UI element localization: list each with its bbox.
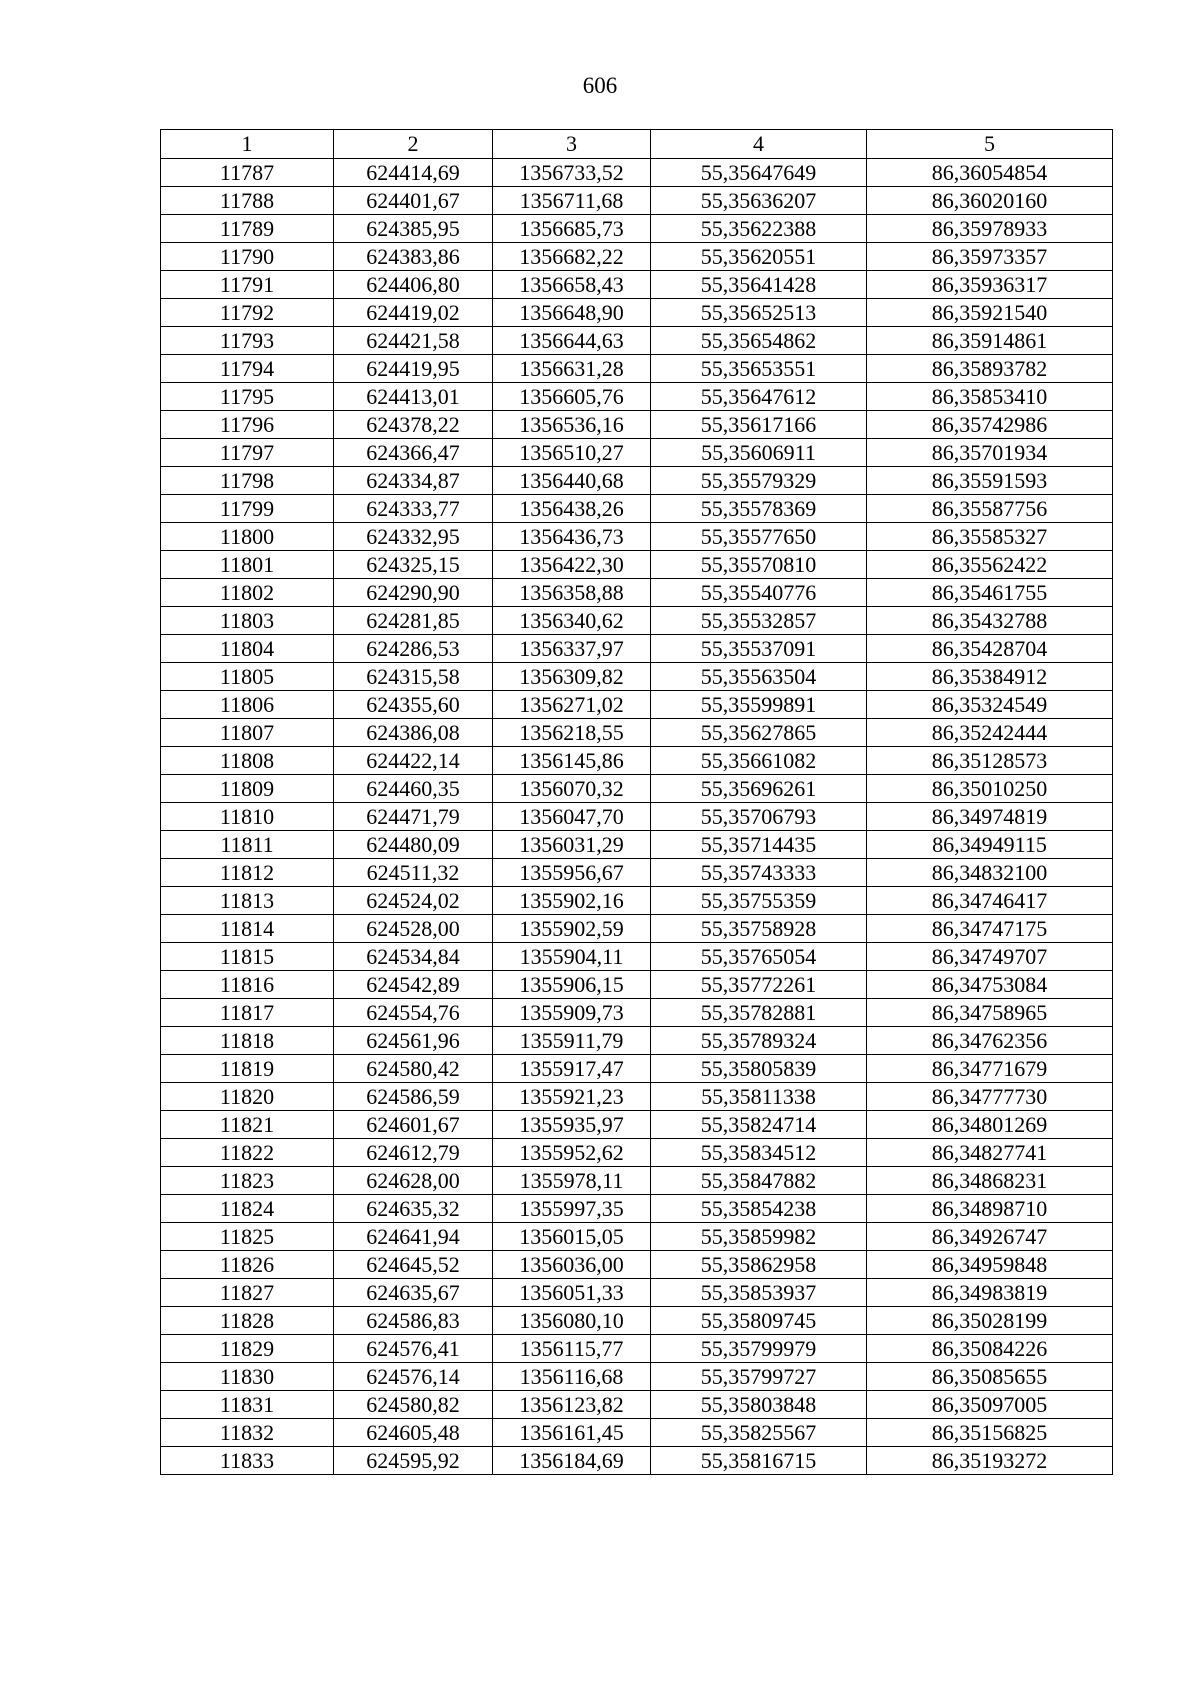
x-coordinate-cell: 624641,94 — [334, 1223, 493, 1251]
longitude-cell: 86,35010250 — [867, 775, 1113, 803]
y-coordinate-cell: 1356510,27 — [493, 439, 651, 467]
latitude-cell: 55,35647612 — [651, 383, 867, 411]
table-row — [161, 1251, 1113, 1279]
y-coordinate-cell: 1356340,62 — [493, 607, 651, 635]
table-row — [161, 467, 1113, 495]
latitude-cell: 55,35825567 — [651, 1419, 867, 1447]
latitude-cell: 55,35606911 — [651, 439, 867, 467]
x-coordinate-cell: 624290,90 — [334, 579, 493, 607]
longitude-cell: 86,34827741 — [867, 1139, 1113, 1167]
x-coordinate-cell: 624524,02 — [334, 887, 493, 915]
table-row — [161, 803, 1113, 831]
x-coordinate-cell: 624281,85 — [334, 607, 493, 635]
y-coordinate-cell: 1355911,79 — [493, 1027, 651, 1055]
point-number-cell: 11827 — [161, 1279, 334, 1307]
point-number-cell: 11817 — [161, 999, 334, 1027]
point-number-cell: 11829 — [161, 1335, 334, 1363]
point-number-cell: 11799 — [161, 495, 334, 523]
point-number-cell: 11804 — [161, 635, 334, 663]
longitude-cell: 86,34771679 — [867, 1055, 1113, 1083]
point-number-cell: 11800 — [161, 523, 334, 551]
table-row — [161, 1139, 1113, 1167]
x-coordinate-cell: 624586,83 — [334, 1307, 493, 1335]
table-row — [161, 1391, 1113, 1419]
x-coordinate-cell: 624366,47 — [334, 439, 493, 467]
longitude-cell: 86,34758965 — [867, 999, 1113, 1027]
latitude-cell: 55,35758928 — [651, 915, 867, 943]
point-number-cell: 11791 — [161, 271, 334, 299]
longitude-cell: 86,34983819 — [867, 1279, 1113, 1307]
longitude-cell: 86,34949115 — [867, 831, 1113, 859]
table-row — [161, 999, 1113, 1027]
longitude-cell: 86,35973357 — [867, 243, 1113, 271]
table-row — [161, 383, 1113, 411]
x-coordinate-cell: 624576,14 — [334, 1363, 493, 1391]
x-coordinate-cell: 624413,01 — [334, 383, 493, 411]
table-row — [161, 1167, 1113, 1195]
latitude-cell: 55,35834512 — [651, 1139, 867, 1167]
x-coordinate-cell: 624315,58 — [334, 663, 493, 691]
y-coordinate-cell: 1355917,47 — [493, 1055, 651, 1083]
x-coordinate-cell: 624401,67 — [334, 187, 493, 215]
latitude-cell: 55,35743333 — [651, 859, 867, 887]
y-coordinate-cell: 1356080,10 — [493, 1307, 651, 1335]
y-coordinate-cell: 1356116,68 — [493, 1363, 651, 1391]
latitude-cell: 55,35641428 — [651, 271, 867, 299]
longitude-cell: 86,34926747 — [867, 1223, 1113, 1251]
latitude-cell: 55,35636207 — [651, 187, 867, 215]
point-number-cell: 11813 — [161, 887, 334, 915]
y-coordinate-cell: 1356440,68 — [493, 467, 651, 495]
latitude-cell: 55,35862958 — [651, 1251, 867, 1279]
longitude-cell: 86,35562422 — [867, 551, 1113, 579]
table-row — [161, 943, 1113, 971]
table-row — [161, 1447, 1113, 1475]
longitude-cell: 86,35432788 — [867, 607, 1113, 635]
x-coordinate-cell: 624480,09 — [334, 831, 493, 859]
point-number-cell: 11825 — [161, 1223, 334, 1251]
page-number: 606 — [582, 73, 618, 98]
column-header-4: 4 — [651, 130, 867, 159]
longitude-cell: 86,35591593 — [867, 467, 1113, 495]
latitude-cell: 55,35696261 — [651, 775, 867, 803]
x-coordinate-cell: 624385,95 — [334, 215, 493, 243]
table-row — [161, 1083, 1113, 1111]
longitude-cell: 86,35921540 — [867, 299, 1113, 327]
point-number-cell: 11823 — [161, 1167, 334, 1195]
y-coordinate-cell: 1355997,35 — [493, 1195, 651, 1223]
x-coordinate-cell: 624534,84 — [334, 943, 493, 971]
longitude-cell: 86,35893782 — [867, 355, 1113, 383]
table-row — [161, 1111, 1113, 1139]
latitude-cell: 55,35622388 — [651, 215, 867, 243]
y-coordinate-cell: 1356605,76 — [493, 383, 651, 411]
table-row — [161, 439, 1113, 467]
longitude-cell: 86,35324549 — [867, 691, 1113, 719]
longitude-cell: 86,34762356 — [867, 1027, 1113, 1055]
point-number-cell: 11796 — [161, 411, 334, 439]
column-header-2: 2 — [334, 130, 493, 159]
point-number-cell: 11793 — [161, 327, 334, 355]
column-header-3: 3 — [493, 130, 651, 159]
y-coordinate-cell: 1356031,29 — [493, 831, 651, 859]
table-row — [161, 355, 1113, 383]
y-coordinate-cell: 1356115,77 — [493, 1335, 651, 1363]
longitude-cell: 86,35156825 — [867, 1419, 1113, 1447]
longitude-cell: 86,35097005 — [867, 1391, 1113, 1419]
point-number-cell: 11822 — [161, 1139, 334, 1167]
point-number-cell: 11803 — [161, 607, 334, 635]
y-coordinate-cell: 1355952,62 — [493, 1139, 651, 1167]
table-row — [161, 215, 1113, 243]
table-row — [161, 635, 1113, 663]
y-coordinate-cell: 1356682,22 — [493, 243, 651, 271]
y-coordinate-cell: 1355978,11 — [493, 1167, 651, 1195]
x-coordinate-cell: 624635,67 — [334, 1279, 493, 1307]
x-coordinate-cell: 624595,92 — [334, 1447, 493, 1475]
table-row — [161, 859, 1113, 887]
latitude-cell: 55,35579329 — [651, 467, 867, 495]
y-coordinate-cell: 1356036,00 — [493, 1251, 651, 1279]
x-coordinate-cell: 624635,32 — [334, 1195, 493, 1223]
table-row — [161, 775, 1113, 803]
x-coordinate-cell: 624645,52 — [334, 1251, 493, 1279]
y-coordinate-cell: 1355902,16 — [493, 887, 651, 915]
table-row — [161, 551, 1113, 579]
table-row — [161, 1055, 1113, 1083]
point-number-cell: 11814 — [161, 915, 334, 943]
x-coordinate-cell: 624406,80 — [334, 271, 493, 299]
longitude-cell: 86,34747175 — [867, 915, 1113, 943]
y-coordinate-cell: 1356658,43 — [493, 271, 651, 299]
x-coordinate-cell: 624332,95 — [334, 523, 493, 551]
point-number-cell: 11806 — [161, 691, 334, 719]
table-row — [161, 299, 1113, 327]
longitude-cell: 86,35936317 — [867, 271, 1113, 299]
longitude-cell: 86,35978933 — [867, 215, 1113, 243]
table-row — [161, 271, 1113, 299]
point-number-cell: 11820 — [161, 1083, 334, 1111]
latitude-cell: 55,35706793 — [651, 803, 867, 831]
table-body — [161, 159, 1113, 1475]
y-coordinate-cell: 1356711,68 — [493, 187, 651, 215]
point-number-cell: 11816 — [161, 971, 334, 999]
point-number-cell: 11787 — [161, 159, 334, 187]
y-coordinate-cell: 1356685,73 — [493, 215, 651, 243]
point-number-cell: 11831 — [161, 1391, 334, 1419]
point-number-cell: 11807 — [161, 719, 334, 747]
latitude-cell: 55,35540776 — [651, 579, 867, 607]
x-coordinate-cell: 624422,14 — [334, 747, 493, 775]
latitude-cell: 55,35859982 — [651, 1223, 867, 1251]
point-number-cell: 11830 — [161, 1363, 334, 1391]
point-number-cell: 11809 — [161, 775, 334, 803]
table-row — [161, 1419, 1113, 1447]
point-number-cell: 11828 — [161, 1307, 334, 1335]
y-coordinate-cell: 1356184,69 — [493, 1447, 651, 1475]
latitude-cell: 55,35577650 — [651, 523, 867, 551]
point-number-cell: 11818 — [161, 1027, 334, 1055]
x-coordinate-cell: 624576,41 — [334, 1335, 493, 1363]
table-row — [161, 915, 1113, 943]
point-number-cell: 11815 — [161, 943, 334, 971]
longitude-cell: 86,35587756 — [867, 495, 1113, 523]
x-coordinate-cell: 624460,35 — [334, 775, 493, 803]
longitude-cell: 86,35461755 — [867, 579, 1113, 607]
y-coordinate-cell: 1356218,55 — [493, 719, 651, 747]
latitude-cell: 55,35847882 — [651, 1167, 867, 1195]
table-row — [161, 495, 1113, 523]
x-coordinate-cell: 624580,82 — [334, 1391, 493, 1419]
y-coordinate-cell: 1356161,45 — [493, 1419, 651, 1447]
table-row — [161, 187, 1113, 215]
latitude-cell: 55,35816715 — [651, 1447, 867, 1475]
column-header-1: 1 — [161, 130, 334, 159]
longitude-cell: 86,34898710 — [867, 1195, 1113, 1223]
x-coordinate-cell: 624383,86 — [334, 243, 493, 271]
point-number-cell: 11826 — [161, 1251, 334, 1279]
point-number-cell: 11795 — [161, 383, 334, 411]
table-row — [161, 1279, 1113, 1307]
x-coordinate-cell: 624628,00 — [334, 1167, 493, 1195]
longitude-cell: 86,35242444 — [867, 719, 1113, 747]
point-number-cell: 11821 — [161, 1111, 334, 1139]
longitude-cell: 86,34832100 — [867, 859, 1113, 887]
longitude-cell: 86,35742986 — [867, 411, 1113, 439]
x-coordinate-cell: 624511,32 — [334, 859, 493, 887]
point-number-cell: 11805 — [161, 663, 334, 691]
y-coordinate-cell: 1356358,88 — [493, 579, 651, 607]
y-coordinate-cell: 1356145,86 — [493, 747, 651, 775]
x-coordinate-cell: 624355,60 — [334, 691, 493, 719]
point-number-cell: 11798 — [161, 467, 334, 495]
x-coordinate-cell: 624419,02 — [334, 299, 493, 327]
table-row — [161, 663, 1113, 691]
longitude-cell: 86,35085655 — [867, 1363, 1113, 1391]
latitude-cell: 55,35799727 — [651, 1363, 867, 1391]
longitude-cell: 86,34801269 — [867, 1111, 1113, 1139]
longitude-cell: 86,36054854 — [867, 159, 1113, 187]
latitude-cell: 55,35654862 — [651, 327, 867, 355]
x-coordinate-cell: 624612,79 — [334, 1139, 493, 1167]
table-row — [161, 1223, 1113, 1251]
point-number-cell: 11832 — [161, 1419, 334, 1447]
x-coordinate-cell: 624286,53 — [334, 635, 493, 663]
point-number-cell: 11810 — [161, 803, 334, 831]
latitude-cell: 55,35661082 — [651, 747, 867, 775]
y-coordinate-cell: 1356309,82 — [493, 663, 651, 691]
x-coordinate-cell: 624586,59 — [334, 1083, 493, 1111]
y-coordinate-cell: 1356438,26 — [493, 495, 651, 523]
latitude-cell: 55,35755359 — [651, 887, 867, 915]
y-coordinate-cell: 1356070,32 — [493, 775, 651, 803]
y-coordinate-cell: 1355935,97 — [493, 1111, 651, 1139]
longitude-cell: 86,35384912 — [867, 663, 1113, 691]
y-coordinate-cell: 1356436,73 — [493, 523, 651, 551]
table-row — [161, 523, 1113, 551]
x-coordinate-cell: 624414,69 — [334, 159, 493, 187]
table-row — [161, 887, 1113, 915]
table-row — [161, 1307, 1113, 1335]
latitude-cell: 55,35854238 — [651, 1195, 867, 1223]
y-coordinate-cell: 1355921,23 — [493, 1083, 651, 1111]
latitude-cell: 55,35599891 — [651, 691, 867, 719]
point-number-cell: 11824 — [161, 1195, 334, 1223]
x-coordinate-cell: 624334,87 — [334, 467, 493, 495]
y-coordinate-cell: 1356536,16 — [493, 411, 651, 439]
column-header-5: 5 — [867, 130, 1113, 159]
y-coordinate-cell: 1356422,30 — [493, 551, 651, 579]
y-coordinate-cell: 1356644,63 — [493, 327, 651, 355]
x-coordinate-cell: 624601,67 — [334, 1111, 493, 1139]
x-coordinate-cell: 624528,00 — [334, 915, 493, 943]
table-row — [161, 1335, 1113, 1363]
y-coordinate-cell: 1356733,52 — [493, 159, 651, 187]
y-coordinate-cell: 1355956,67 — [493, 859, 651, 887]
latitude-cell: 55,35782881 — [651, 999, 867, 1027]
longitude-cell: 86,35193272 — [867, 1447, 1113, 1475]
longitude-cell: 86,34959848 — [867, 1251, 1113, 1279]
y-coordinate-cell: 1356123,82 — [493, 1391, 651, 1419]
point-number-cell: 11788 — [161, 187, 334, 215]
table-row — [161, 691, 1113, 719]
y-coordinate-cell: 1356648,90 — [493, 299, 651, 327]
longitude-cell: 86,34753084 — [867, 971, 1113, 999]
longitude-cell: 86,35585327 — [867, 523, 1113, 551]
longitude-cell: 86,34749707 — [867, 943, 1113, 971]
x-coordinate-cell: 624561,96 — [334, 1027, 493, 1055]
table-row — [161, 831, 1113, 859]
latitude-cell: 55,35789324 — [651, 1027, 867, 1055]
y-coordinate-cell: 1356047,70 — [493, 803, 651, 831]
latitude-cell: 55,35809745 — [651, 1307, 867, 1335]
longitude-cell: 86,35701934 — [867, 439, 1113, 467]
latitude-cell: 55,35765054 — [651, 943, 867, 971]
latitude-cell: 55,35652513 — [651, 299, 867, 327]
y-coordinate-cell: 1355909,73 — [493, 999, 651, 1027]
latitude-cell: 55,35563504 — [651, 663, 867, 691]
latitude-cell: 55,35805839 — [651, 1055, 867, 1083]
x-coordinate-cell: 624542,89 — [334, 971, 493, 999]
x-coordinate-cell: 624421,58 — [334, 327, 493, 355]
table-row — [161, 607, 1113, 635]
point-number-cell: 11812 — [161, 859, 334, 887]
point-number-cell: 11833 — [161, 1447, 334, 1475]
y-coordinate-cell: 1356337,97 — [493, 635, 651, 663]
y-coordinate-cell: 1355906,15 — [493, 971, 651, 999]
longitude-cell: 86,34974819 — [867, 803, 1113, 831]
latitude-cell: 55,35803848 — [651, 1391, 867, 1419]
point-number-cell: 11819 — [161, 1055, 334, 1083]
table-row — [161, 327, 1113, 355]
y-coordinate-cell: 1356015,05 — [493, 1223, 651, 1251]
x-coordinate-cell: 624378,22 — [334, 411, 493, 439]
latitude-cell: 55,35647649 — [651, 159, 867, 187]
point-number-cell: 11794 — [161, 355, 334, 383]
latitude-cell: 55,35537091 — [651, 635, 867, 663]
table-row — [161, 159, 1113, 187]
x-coordinate-cell: 624386,08 — [334, 719, 493, 747]
table-row — [161, 1195, 1113, 1223]
table-row — [161, 411, 1113, 439]
y-coordinate-cell: 1356631,28 — [493, 355, 651, 383]
latitude-cell: 55,35714435 — [651, 831, 867, 859]
y-coordinate-cell: 1355902,59 — [493, 915, 651, 943]
latitude-cell: 55,35824714 — [651, 1111, 867, 1139]
latitude-cell: 55,35570810 — [651, 551, 867, 579]
longitude-cell: 86,34777730 — [867, 1083, 1113, 1111]
x-coordinate-cell: 624419,95 — [334, 355, 493, 383]
point-number-cell: 11801 — [161, 551, 334, 579]
x-coordinate-cell: 624333,77 — [334, 495, 493, 523]
x-coordinate-cell: 624580,42 — [334, 1055, 493, 1083]
longitude-cell: 86,34868231 — [867, 1167, 1113, 1195]
table-row — [161, 1027, 1113, 1055]
point-number-cell: 11808 — [161, 747, 334, 775]
table-row — [161, 747, 1113, 775]
latitude-cell: 55,35532857 — [651, 607, 867, 635]
y-coordinate-cell: 1355904,11 — [493, 943, 651, 971]
longitude-cell: 86,35128573 — [867, 747, 1113, 775]
latitude-cell: 55,35617166 — [651, 411, 867, 439]
table-row — [161, 579, 1113, 607]
x-coordinate-cell: 624471,79 — [334, 803, 493, 831]
latitude-cell: 55,35799979 — [651, 1335, 867, 1363]
longitude-cell: 86,35028199 — [867, 1307, 1113, 1335]
header-row — [161, 130, 1113, 159]
y-coordinate-cell: 1356271,02 — [493, 691, 651, 719]
table-row — [161, 1363, 1113, 1391]
point-number-cell: 11792 — [161, 299, 334, 327]
point-number-cell: 11802 — [161, 579, 334, 607]
latitude-cell: 55,35578369 — [651, 495, 867, 523]
table-row — [161, 971, 1113, 999]
y-coordinate-cell: 1356051,33 — [493, 1279, 651, 1307]
latitude-cell: 55,35627865 — [651, 719, 867, 747]
latitude-cell: 55,35811338 — [651, 1083, 867, 1111]
longitude-cell: 86,35428704 — [867, 635, 1113, 663]
table-row — [161, 719, 1113, 747]
x-coordinate-cell: 624605,48 — [334, 1419, 493, 1447]
point-number-cell: 11797 — [161, 439, 334, 467]
longitude-cell: 86,35853410 — [867, 383, 1113, 411]
point-number-cell: 11790 — [161, 243, 334, 271]
latitude-cell: 55,35653551 — [651, 355, 867, 383]
latitude-cell: 55,35620551 — [651, 243, 867, 271]
x-coordinate-cell: 624325,15 — [334, 551, 493, 579]
table-header — [161, 130, 1113, 159]
x-coordinate-cell: 624554,76 — [334, 999, 493, 1027]
point-number-cell: 11789 — [161, 215, 334, 243]
table-row — [161, 243, 1113, 271]
latitude-cell: 55,35772261 — [651, 971, 867, 999]
longitude-cell: 86,36020160 — [867, 187, 1113, 215]
coordinates-table — [160, 129, 1113, 1475]
longitude-cell: 86,35084226 — [867, 1335, 1113, 1363]
longitude-cell: 86,34746417 — [867, 887, 1113, 915]
longitude-cell: 86,35914861 — [867, 327, 1113, 355]
point-number-cell: 11811 — [161, 831, 334, 859]
latitude-cell: 55,35853937 — [651, 1279, 867, 1307]
